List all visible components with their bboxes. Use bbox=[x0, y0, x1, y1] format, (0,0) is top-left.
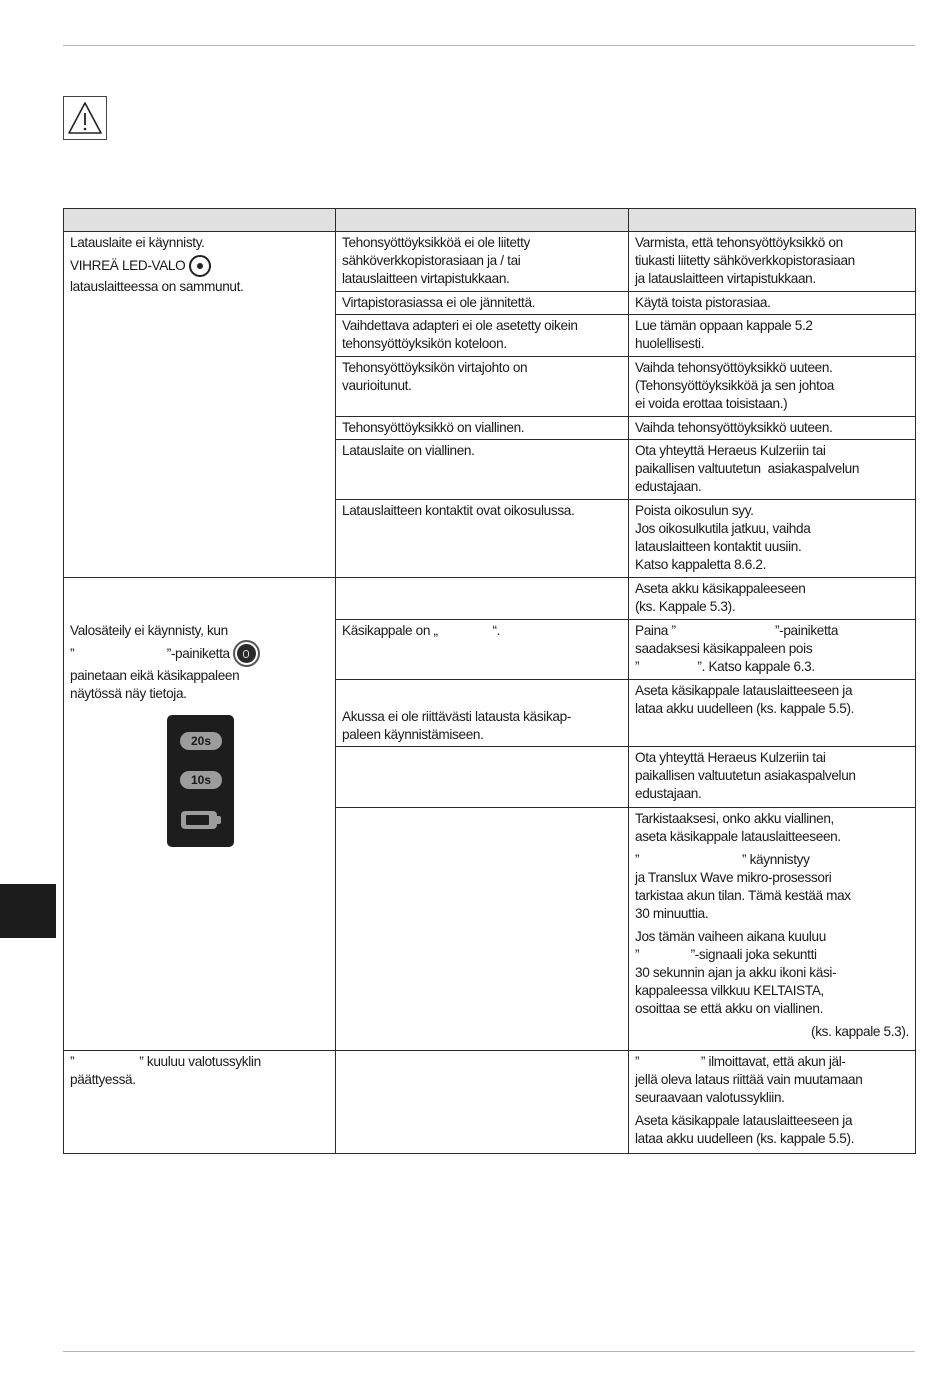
remedy-text: Katso kappaletta 8.6.2. bbox=[635, 557, 767, 572]
problem-cell-1 bbox=[64, 232, 336, 578]
cause-text: Tehonsyöttöyksikön virtajohto on bbox=[342, 360, 528, 375]
remedy-text: (ks. Kappale 5.3). bbox=[635, 599, 736, 614]
cause-text: Virtapistorasiassa ei ole jännitettä. bbox=[342, 295, 536, 310]
remedy-text: ja Translux Wave mikro-prosessori bbox=[635, 870, 832, 885]
remedy-cell bbox=[629, 620, 916, 680]
green-led-icon bbox=[189, 255, 211, 277]
remedy-text: Jos oikosulkutila jatkuu, vaihda bbox=[635, 521, 811, 536]
cause-cell bbox=[336, 620, 629, 680]
remedy-cell bbox=[629, 500, 916, 578]
remedy-text: tarkistaa akun tilan. Tämä kestää max bbox=[635, 888, 851, 903]
remedy-text: Paina ” ”-painiketta bbox=[635, 623, 839, 638]
cause-cell bbox=[336, 440, 629, 500]
top-rule bbox=[63, 45, 915, 46]
warning-triangle-icon bbox=[67, 100, 103, 136]
remedy-text: 30 sekunnin ajan ja akku ikoni käsi- bbox=[635, 965, 837, 980]
problem-text: näytössä näy tietoja. bbox=[70, 686, 187, 701]
table-row bbox=[64, 1051, 916, 1154]
remedy-text: ” ”. Katso kappale 6.3. bbox=[635, 659, 815, 674]
problem-text: latauslaitteessa on sammunut. bbox=[70, 279, 244, 294]
remedy-text: (Tehonsyöttöyksikköä ja sen johtoa bbox=[635, 378, 834, 393]
remedy-cell bbox=[629, 357, 916, 417]
cause-text: Käsikappale on „ “. bbox=[342, 623, 501, 638]
remedy-reference: (ks. kappale 5.3). bbox=[811, 1024, 909, 1039]
cause-cell bbox=[336, 292, 629, 315]
timer-20s-badge: 20s bbox=[180, 732, 222, 750]
remedy-text: edustajaan. bbox=[635, 479, 702, 494]
remedy-text: Vaihda tehonsyöttöyksikkö uuteen. bbox=[635, 420, 833, 435]
remedy-text: latauslaitteen kontaktit uusiin. bbox=[635, 539, 802, 554]
remedy-text: ” ” ilmoittavat, että akun jäl- bbox=[635, 1054, 846, 1069]
problem-text: painetaan eikä käsikappaleen bbox=[70, 668, 240, 683]
remedy-cell bbox=[629, 578, 916, 620]
cause-cell bbox=[336, 578, 629, 620]
cause-text: sähköverkkopistorasiaan ja / tai bbox=[342, 253, 521, 268]
remedy-cell bbox=[629, 440, 916, 500]
cause-text: Vaihdettava adapteri ei ole asetetty oikein bbox=[342, 318, 578, 333]
remedy-text: edustajaan. bbox=[635, 786, 702, 801]
cause-cell bbox=[336, 808, 629, 1051]
cause-text: Latauslaitteen kontaktit ovat oikosulussa. bbox=[342, 503, 575, 518]
cause-cell bbox=[336, 747, 629, 808]
remedy-cell bbox=[629, 680, 916, 747]
problem-cell-2 bbox=[64, 578, 336, 1051]
table-header-row bbox=[64, 209, 916, 232]
warning-box bbox=[63, 96, 107, 140]
cause-cell bbox=[336, 232, 629, 292]
problem-text: päättyessä. bbox=[70, 1072, 136, 1087]
remedy-text: Jos tämän vaiheen aikana kuuluu bbox=[635, 929, 826, 944]
remedy-cell bbox=[629, 808, 916, 1051]
remedy-text: Aseta käsikappale latauslaitteeseen ja bbox=[635, 683, 853, 698]
remedy-text: aseta käsikappale latauslaitteeseen. bbox=[635, 829, 841, 844]
remedy-text: Tarkistaaksesi, onko akku viallinen, bbox=[635, 811, 834, 826]
remedy-text: Varmista, että tehonsyöttöyksikkö on bbox=[635, 235, 843, 250]
remedy-text: paikallisen valtuutetun asiakaspalvelun bbox=[635, 461, 860, 476]
remedy-text: Aseta akku käsikappaleeseen bbox=[635, 581, 806, 596]
cause-text: vaurioitunut. bbox=[342, 378, 412, 393]
remedy-text: paikallisen valtuutetun asiakaspalvelun bbox=[635, 768, 856, 783]
remedy-text: seuraavaan valotussykliin. bbox=[635, 1090, 785, 1105]
cause-text: Akussa ei ole riittävästi latausta käsikap- bbox=[342, 709, 571, 724]
remedy-cell bbox=[629, 1051, 916, 1154]
remedy-text: huolellisesti. bbox=[635, 336, 705, 351]
power-button-icon bbox=[233, 640, 260, 667]
remedy-cell bbox=[629, 315, 916, 357]
header-remedy bbox=[629, 209, 916, 232]
remedy-text: saadaksesi käsikappaleen pois bbox=[635, 641, 813, 656]
table-row bbox=[64, 232, 916, 292]
remedy-text: Käytä toista pistorasiaa. bbox=[635, 295, 771, 310]
problem-text: ” ”-painiketta bbox=[70, 645, 230, 661]
remedy-text: ja latauslaitteen virtapistukkaan. bbox=[635, 271, 816, 286]
cause-text: latauslaitteen virtapistukkaan. bbox=[342, 271, 510, 286]
remedy-text: Vaihda tehonsyöttöyksikkö uuteen. bbox=[635, 360, 833, 375]
problem-text: Valosäteily ei käynnisty, kun bbox=[70, 623, 228, 638]
remedy-text: 30 minuuttia. bbox=[635, 906, 709, 921]
handpiece-display bbox=[167, 715, 234, 847]
remedy-text: Ota yhteyttä Heraeus Kulzeriin tai bbox=[635, 750, 826, 765]
cause-cell bbox=[336, 315, 629, 357]
remedy-cell bbox=[629, 747, 916, 808]
remedy-text: ” ”-signaali joka sekuntti bbox=[635, 947, 817, 962]
cause-cell bbox=[336, 357, 629, 417]
table-row bbox=[64, 578, 916, 620]
remedy-text: lataa akku uudelleen (ks. kappale 5.5). bbox=[635, 701, 855, 716]
led-label: VIHREÄ LED-VALO bbox=[70, 258, 186, 273]
cause-cell bbox=[336, 417, 629, 440]
header-cause bbox=[336, 209, 629, 232]
cause-text: Latauslaite on viallinen. bbox=[342, 443, 475, 458]
remedy-cell bbox=[629, 232, 916, 292]
remedy-text: tiukasti liitetty sähköverkkopistorasiaan bbox=[635, 253, 855, 268]
remedy-text: jellä oleva lataus riittää vain muutamaan bbox=[635, 1072, 863, 1087]
cause-cell bbox=[336, 1051, 629, 1154]
remedy-text: ” ” käynnistyy bbox=[635, 852, 810, 867]
remedy-text: lataa akku uudelleen (ks. kappale 5.5). bbox=[635, 1131, 855, 1146]
bottom-rule bbox=[63, 1351, 915, 1352]
timer-10s-badge: 10s bbox=[180, 771, 222, 789]
battery-icon bbox=[181, 811, 217, 829]
section-tab-marker bbox=[0, 884, 56, 938]
cause-cell bbox=[336, 500, 629, 578]
cause-text: Tehonsyöttöyksikkö on viallinen. bbox=[342, 420, 525, 435]
remedy-text: Lue tämän oppaan kappale 5.2 bbox=[635, 318, 813, 333]
troubleshooting-table bbox=[63, 208, 916, 1154]
remedy-text: kappaleessa vilkkuu KELTAISTA, bbox=[635, 983, 824, 998]
problem-text: Latauslaite ei käynnisty. bbox=[70, 235, 205, 250]
header-problem bbox=[64, 209, 336, 232]
remedy-text: ei voida erottaa toisistaan.) bbox=[635, 396, 788, 411]
problem-text: ” ” kuuluu valotussyklin bbox=[70, 1054, 261, 1069]
problem-cell-3 bbox=[64, 1051, 336, 1154]
remedy-cell bbox=[629, 417, 916, 440]
remedy-text: osoittaa se että akku on viallinen. bbox=[635, 1001, 824, 1016]
remedy-text: Aseta käsikappale latauslaitteeseen ja bbox=[635, 1113, 853, 1128]
cause-text: paleen käynnistämiseen. bbox=[342, 727, 484, 742]
remedy-text: Ota yhteyttä Heraeus Kulzeriin tai bbox=[635, 443, 826, 458]
remedy-text: Poista oikosulun syy. bbox=[635, 503, 754, 518]
cause-text: Tehonsyöttöyksikköä ei ole liitetty bbox=[342, 235, 530, 250]
remedy-cell bbox=[629, 292, 916, 315]
cause-text: tehonsyöttöyksikön koteloon. bbox=[342, 336, 507, 351]
cause-cell bbox=[336, 680, 629, 747]
